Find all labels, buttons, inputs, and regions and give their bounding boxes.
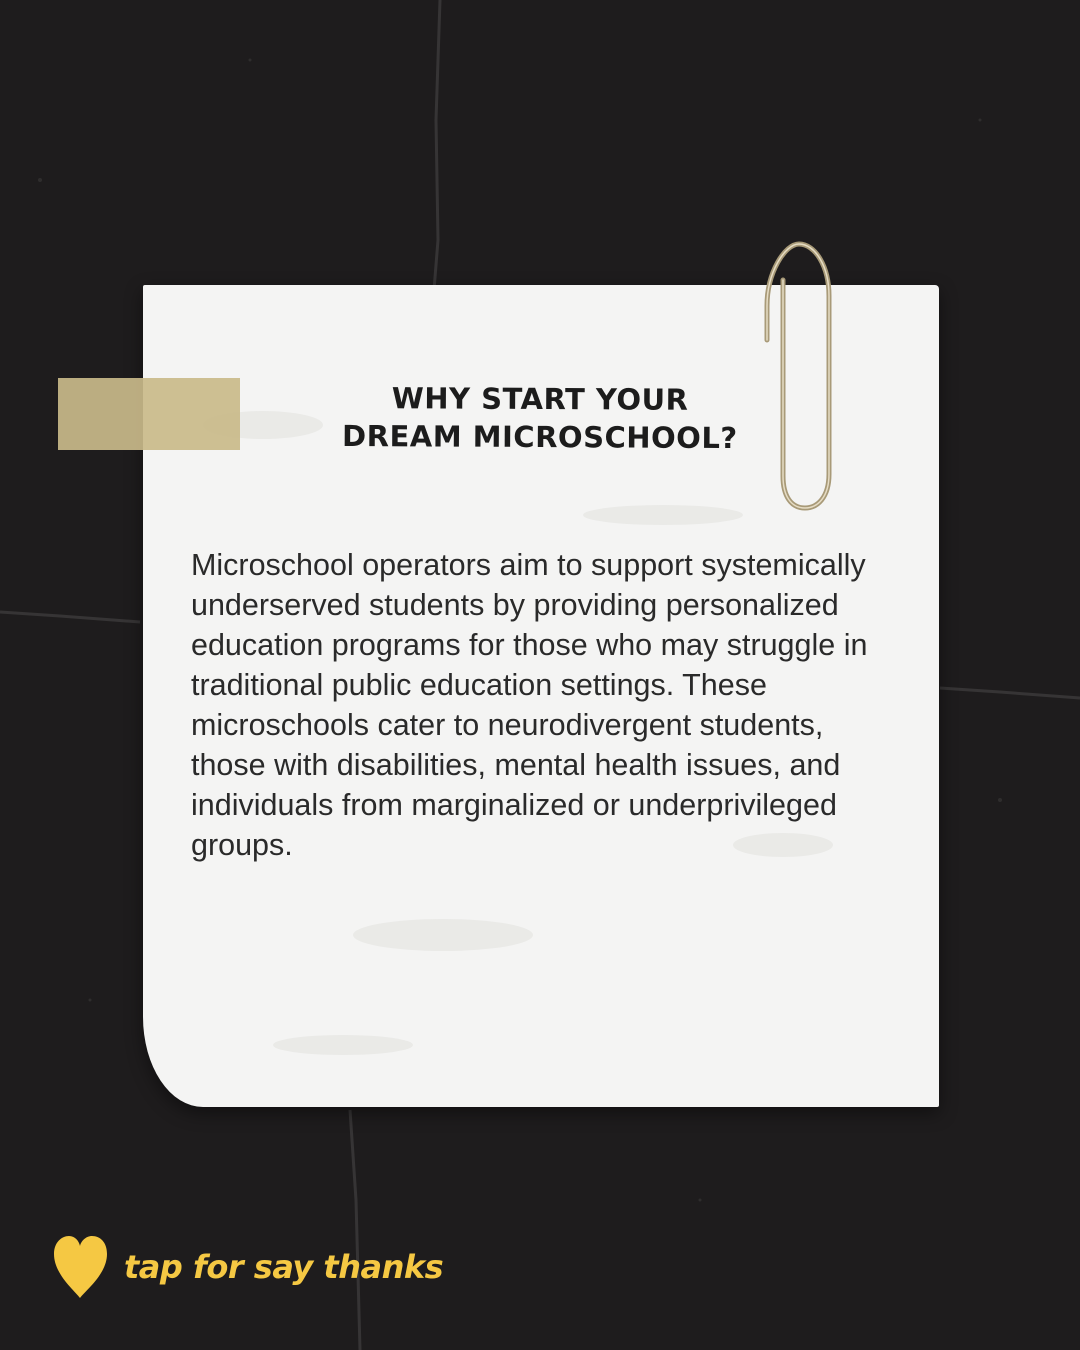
paperclip-icon: [755, 236, 859, 516]
note-title: WHY START YOUR DREAM MICROSCHOOL?: [342, 381, 738, 456]
masking-tape: [58, 378, 240, 450]
say-thanks-label: tap for say thanks: [124, 1248, 444, 1286]
say-thanks-button[interactable]: [50, 1232, 443, 1302]
heart-icon: [50, 1234, 110, 1300]
note-body: Microschool operators aim to support systemically underserved students by providing personalized education programs for those who may struggle in traditional public education settings. These microschools cater to neurodivergent students, those with disabilities, mental health issues, and individuals from marginalized or underprivileged groups.: [191, 548, 868, 862]
